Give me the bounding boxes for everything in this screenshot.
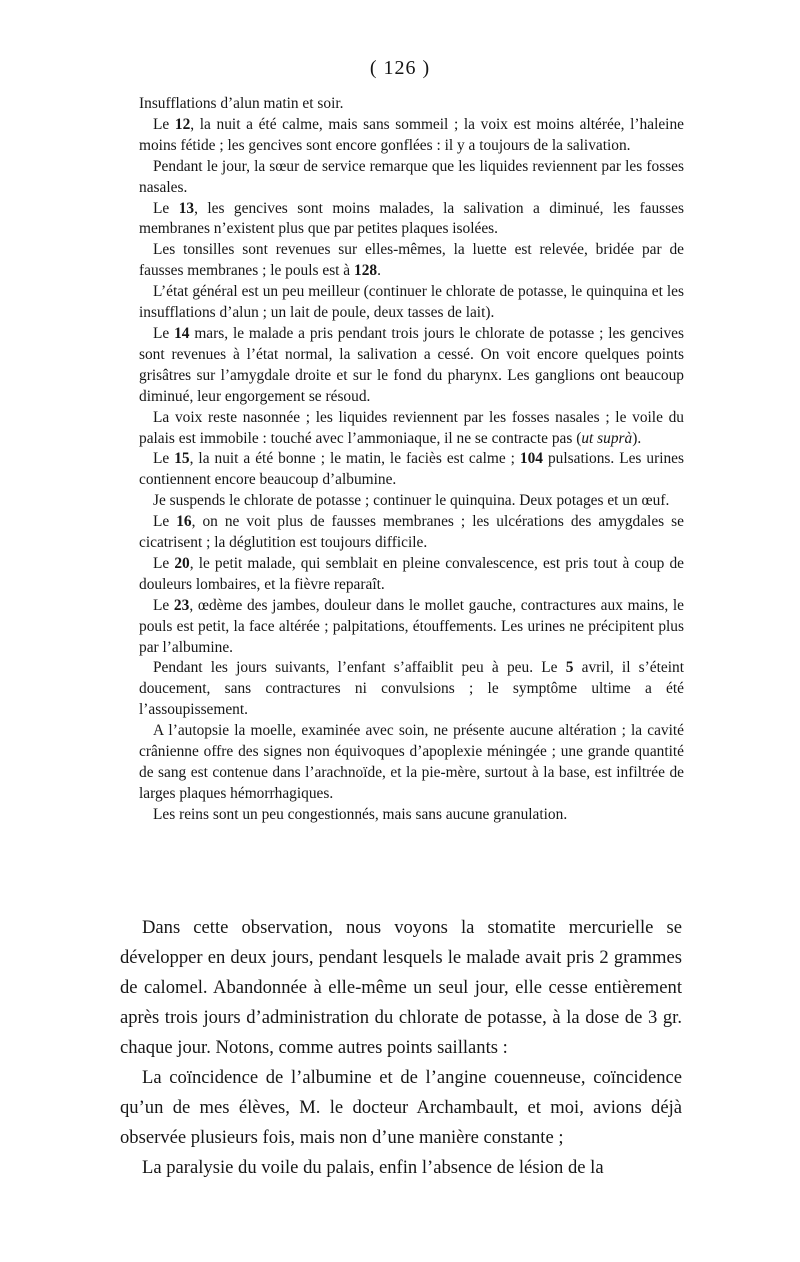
text-run: Le bbox=[153, 513, 177, 531]
observation-paragraph bbox=[139, 199, 684, 241]
observation-paragraph bbox=[139, 721, 684, 805]
observation-text bbox=[139, 94, 684, 826]
text-run: avril, il s’éteint doucement, sans contractures ni convulsions ; le symptôme ultime a été l’assoupissement. bbox=[139, 659, 684, 719]
observation-paragraph bbox=[139, 157, 684, 199]
text-run: L’état général est un peu meilleur (continuer le chlorate de potasse, le quinquina et les insufflations d’alun ; un lait de poule, deux tasses de lait). bbox=[139, 283, 684, 322]
date-number: 14 bbox=[174, 324, 190, 342]
text-run: Je suspends le chlorate de potasse ; continuer le quinquina. Deux potages et un œuf. bbox=[153, 492, 670, 510]
date-number: 15 bbox=[174, 450, 190, 468]
text-run: Les reins sont un peu congestionnés, mais sans aucune granulation. bbox=[153, 805, 568, 823]
text-run: pulsations. Les urines contiennent encore beaucoup d’albumine. bbox=[139, 450, 685, 489]
text-run: Pendant les jours suivants, l’enfant s’affaiblit peu à peu. Le bbox=[153, 659, 566, 677]
text-run: ). bbox=[632, 429, 642, 447]
text-run: A l’autopsie la moelle, examinée avec soin, ne présente aucune altération ; la cavité crânienne offre des signes non équivoques d’apoplexie méningée ; une grande quantité de sang est contenue dans l’arachnoïde, et la pie-mère, surtout à la base, est infiltrée de larges plaques hémorrhagiques. bbox=[139, 722, 684, 802]
text-run: Insufflations d’alun matin et soir. bbox=[139, 95, 344, 112]
text-run: Le bbox=[153, 596, 174, 614]
observation-paragraph bbox=[139, 805, 684, 826]
commentary-text bbox=[120, 913, 682, 1183]
text-run: , les gencives sont moins malades, la salivation a diminué, les fausses membranes n’existent plus que par petites plaques isolées. bbox=[139, 199, 684, 238]
text-run: Le bbox=[153, 115, 175, 133]
observation-paragraph bbox=[139, 408, 684, 450]
text-run: Le bbox=[153, 450, 175, 468]
text-run: mars, le malade a pris pendant trois jours le chlorate de potasse ; les gencives sont revenues à l’état normal, la salivation a cessé. On voit encore quelques points grisâtres sur l’amygdale droite et sur le fond du pharynx. Les ganglions ont beaucoup diminué, leur engorgement se résoud. bbox=[139, 324, 684, 405]
date-number: 16 bbox=[176, 513, 192, 531]
text-run: Le bbox=[153, 554, 175, 572]
text-run: Le bbox=[153, 199, 179, 217]
observation-paragraph bbox=[139, 554, 684, 596]
text-run: Le bbox=[153, 324, 175, 342]
date-number: 13 bbox=[178, 199, 195, 217]
observation-paragraph bbox=[139, 115, 684, 157]
text-run: Pendant le jour, la sœur de service remarque que les liquides reviennent par les fosses nasales. bbox=[139, 157, 684, 196]
observation-paragraph bbox=[139, 324, 684, 408]
page-number: ( 126 ) bbox=[369, 57, 431, 79]
commentary-paragraph: La paralysie du voile du palais, enfin l’absence de lésion de la bbox=[142, 1157, 604, 1178]
text-run: , la nuit a été bonne ; le matin, le faciès est calme ; bbox=[189, 450, 520, 468]
observation-paragraph bbox=[139, 491, 684, 512]
text-run: La voix reste nasonnée ; les liquides reviennent par les fosses nasales ; le voile du palais est immobile : touché avec l’ammoniaque, il ne se contracte pas ( bbox=[139, 408, 684, 447]
italic-text: ut suprà bbox=[581, 429, 633, 447]
text-run: , on ne voit plus de fausses membranes ; les ulcérations des amygdales se cicatrisent ; la déglutition est toujours difficile. bbox=[139, 513, 684, 552]
observation-paragraph bbox=[139, 282, 684, 324]
text-run: , la nuit a été calme, mais sans sommeil ; la voix est moins altérée, l’haleine moins fétide ; les gencives sont encore gonflées : il y a toujours de la salivation. bbox=[139, 115, 684, 154]
date-number: 104 bbox=[519, 450, 543, 468]
observation-paragraph bbox=[139, 240, 684, 282]
text-run: , le petit malade, qui semblait en pleine convalescence, est pris tout à coup de douleurs lombaires, et la fièvre reparaît. bbox=[139, 554, 684, 593]
date-number: 23 bbox=[173, 596, 190, 614]
commentary-paragraph: La coïncidence de l’albumine et de l’angine couenneuse, coïncidence qu’un de mes élèves, M. le docteur Archambault, et moi, avions déjà observée plusieurs fois, mais non d’une manière constante ; bbox=[120, 1067, 682, 1148]
observation-paragraph bbox=[139, 596, 684, 659]
commentary-paragraph: Dans cette observation, nous voyons la stomatite mercurielle se développer en deux jours, pendant lesquels le malade avait pris 2 grammes de calomel. Abandonnée à elle-même un seul jour, elle cesse entièrement après trois jours d’administration du chlorate de potasse, à la dose de 3 gr. chaque jour. Notons, comme autres points saillants : bbox=[120, 917, 682, 1058]
text-run: Les tonsilles sont revenues sur elles-mêmes, la luette est relevée, bridée par de fausses membranes ; le pouls est à bbox=[139, 241, 684, 280]
observation-paragraph bbox=[139, 658, 684, 721]
observation-paragraph bbox=[139, 512, 684, 554]
observation-paragraph bbox=[139, 449, 684, 491]
date-number: 20 bbox=[174, 554, 190, 572]
date-number: 128 bbox=[354, 262, 378, 280]
observation-paragraph bbox=[139, 94, 684, 115]
text-run: , œdème des jambes, douleur dans le mollet gauche, contractures aux mains, le pouls est petit, la face altérée ; palpitations, étouffements. Les urines ne précipitent plus par l’albumine. bbox=[139, 596, 684, 656]
date-number: 12 bbox=[174, 115, 191, 133]
text-run: . bbox=[377, 262, 381, 280]
date-number: 5 bbox=[565, 659, 574, 677]
